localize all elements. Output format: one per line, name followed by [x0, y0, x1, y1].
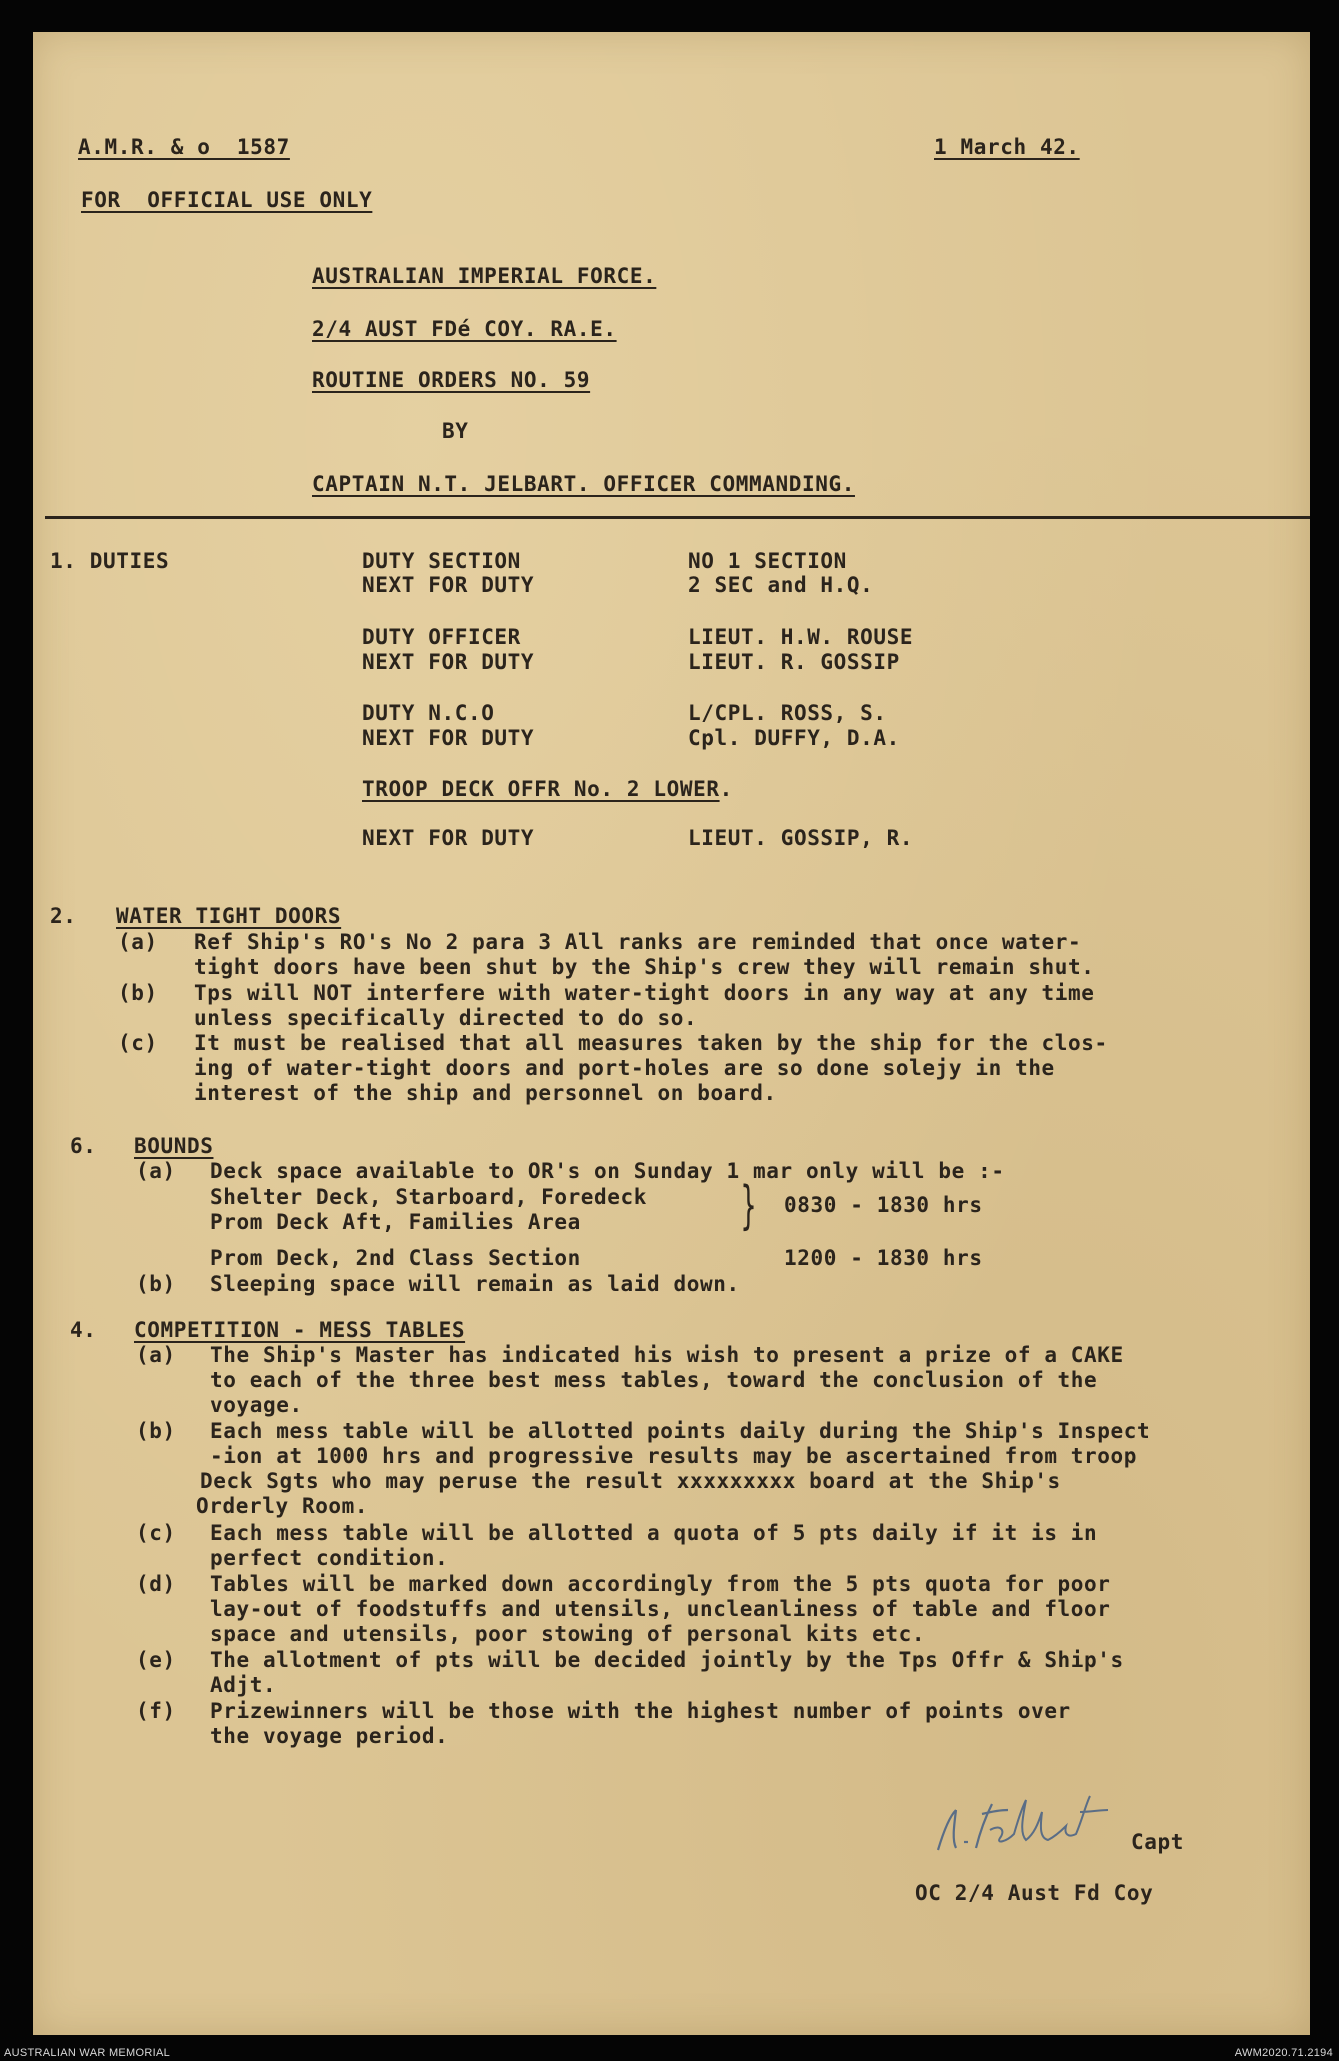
para-line: Each mess table will be allotted points daily during the Ship's Inspect [210, 1419, 1151, 1443]
commander-line: CAPTAIN N.T. JELBART. OFFICER COMMANDING. [312, 472, 855, 496]
para-line: ing of water-tight doors and port-holes are so done solejy in the [194, 1056, 1055, 1080]
bounds-area: Prom Deck, 2nd Class Section [210, 1246, 581, 1270]
para-marker: (c) [136, 1521, 176, 1545]
section-number: 4. [70, 1318, 97, 1342]
header-divider [45, 516, 1310, 519]
duty-label: NEXT FOR DUTY [362, 650, 535, 674]
para-line: Orderly Room. [196, 1494, 369, 1518]
para-line: to each of the three best mess tables, toward the conclusion of the [210, 1368, 1098, 1392]
by-line: BY [442, 419, 469, 443]
duty-value: LIEUT. R. GOSSIP [688, 650, 900, 674]
para-marker: (d) [136, 1572, 176, 1596]
para-marker: (c) [118, 1031, 158, 1055]
troop-deck-period: . [719, 777, 733, 801]
duty-value: 2 SEC and H.Q. [688, 573, 874, 597]
bounds-area: Shelter Deck, Starboard, Foredeck [210, 1185, 648, 1209]
bounds-hours: 0830 - 1830 hrs [784, 1193, 983, 1217]
footer-institution: AUSTRALIAN WAR MEMORIAL [4, 2047, 171, 2059]
para-marker: (e) [136, 1648, 176, 1672]
duty-label: NEXT FOR DUTY [362, 573, 535, 597]
duty-label: DUTY SECTION [362, 549, 521, 573]
para-line: Ref Ship's RO's No 2 para 3 All ranks are reminded that once water- [194, 930, 1082, 954]
duty-value: LIEUT. GOSSIP, R. [688, 826, 914, 850]
para-line: the voyage period. [210, 1724, 449, 1748]
bounds-area: Prom Deck Aft, Families Area [210, 1210, 581, 1234]
para-line: Prizewinners will be those with the highest number of points over [210, 1699, 1071, 1723]
unit-title: 2/4 AUST FDé COY. RA.E. [312, 317, 617, 341]
para-line: lay-out of foodstuffs and utensils, uncleanliness of table and floor [210, 1597, 1111, 1621]
section-number: 2. [50, 904, 77, 928]
para-line: Deck space available to OR's on Sunday 1 mar only will be :- [210, 1159, 1005, 1183]
para-marker: (a) [136, 1343, 176, 1367]
section-duties-heading: 1. DUTIES [50, 549, 170, 573]
duty-label: NEXT FOR DUTY [362, 826, 535, 850]
troop-deck-officer: TROOP DECK OFFR No. 2 LOWER [362, 777, 720, 801]
force-title: AUSTRALIAN IMPERIAL FORCE. [312, 264, 657, 288]
para-line: perfect condition. [210, 1546, 449, 1570]
para-line: Sleeping space will remain as laid down. [210, 1272, 740, 1296]
footer-accession-number: AWM2020.71.2194 [1234, 2047, 1333, 2059]
para-line: Deck Sgts who may peruse the result xxxxxxxxx board at the Ship's [200, 1469, 1061, 1493]
bracket-symbol: } [740, 1176, 757, 1236]
duty-value: NO 1 SECTION [688, 549, 847, 573]
duty-value: Cpl. DUFFY, D.A. [688, 726, 900, 750]
para-line: Tables will be marked down accordingly from the 5 pts quota for poor [210, 1572, 1111, 1596]
para-line: interest of the ship and personnel on board. [194, 1081, 777, 1105]
para-line: voyage. [210, 1393, 303, 1417]
section-number: 6. [70, 1134, 97, 1158]
duty-label: NEXT FOR DUTY [362, 726, 535, 750]
para-line: Each mess table will be allotted a quota of 5 pts daily if it is in [210, 1521, 1098, 1545]
bounds-hours: 1200 - 1830 hrs [784, 1246, 983, 1270]
para-line: Adjt. [210, 1673, 277, 1697]
para-marker: (b) [136, 1419, 176, 1443]
orders-title: ROUTINE ORDERS NO. 59 [312, 368, 591, 392]
para-line: -ion at 1000 hrs and progressive results may be ascertained from troop [210, 1444, 1138, 1468]
duty-label: DUTY N.C.O [362, 701, 495, 725]
duty-label: DUTY OFFICER [362, 625, 521, 649]
duty-value: L/CPL. ROSS, S. [688, 701, 887, 725]
reference-number: A.M.R. & o 1587 [78, 135, 290, 159]
document-date: 1 March 42. [934, 135, 1080, 159]
para-marker: (a) [118, 930, 158, 954]
signature-rank: Capt [1131, 1830, 1184, 1854]
signature-title: OC 2/4 Aust Fd Coy [915, 1881, 1154, 1905]
handwritten-signature [930, 1790, 1130, 1870]
para-line: tight doors have been shut by the Ship's crew they will remain shut. [194, 955, 1095, 979]
para-line: The Ship's Master has indicated his wish to present a prize of a CAKE [210, 1343, 1124, 1367]
duty-value: LIEUT. H.W. ROUSE [688, 625, 914, 649]
section-title-water-tight-doors: WATER TIGHT DOORS [116, 904, 342, 928]
classification: FOR OFFICIAL USE ONLY [81, 188, 373, 212]
para-line: space and utensils, poor stowing of personal kits etc. [210, 1622, 926, 1646]
para-marker: (b) [136, 1272, 176, 1296]
section-title-competition: COMPETITION - MESS TABLES [134, 1318, 466, 1342]
para-line: unless specifically directed to do so. [194, 1006, 698, 1030]
para-marker: (f) [136, 1699, 176, 1723]
section-title-bounds: BOUNDS [134, 1134, 214, 1158]
para-line: Tps will NOT interfere with water-tight doors in any way at any time [194, 981, 1095, 1005]
para-line: It must be realised that all measures taken by the ship for the clos- [194, 1031, 1108, 1055]
troop-deck-line [362, 776, 733, 802]
para-marker: (a) [136, 1159, 176, 1183]
para-marker: (b) [118, 981, 158, 1005]
para-line: The allotment of pts will be decided jointly by the Tps Offr & Ship's [210, 1648, 1124, 1672]
